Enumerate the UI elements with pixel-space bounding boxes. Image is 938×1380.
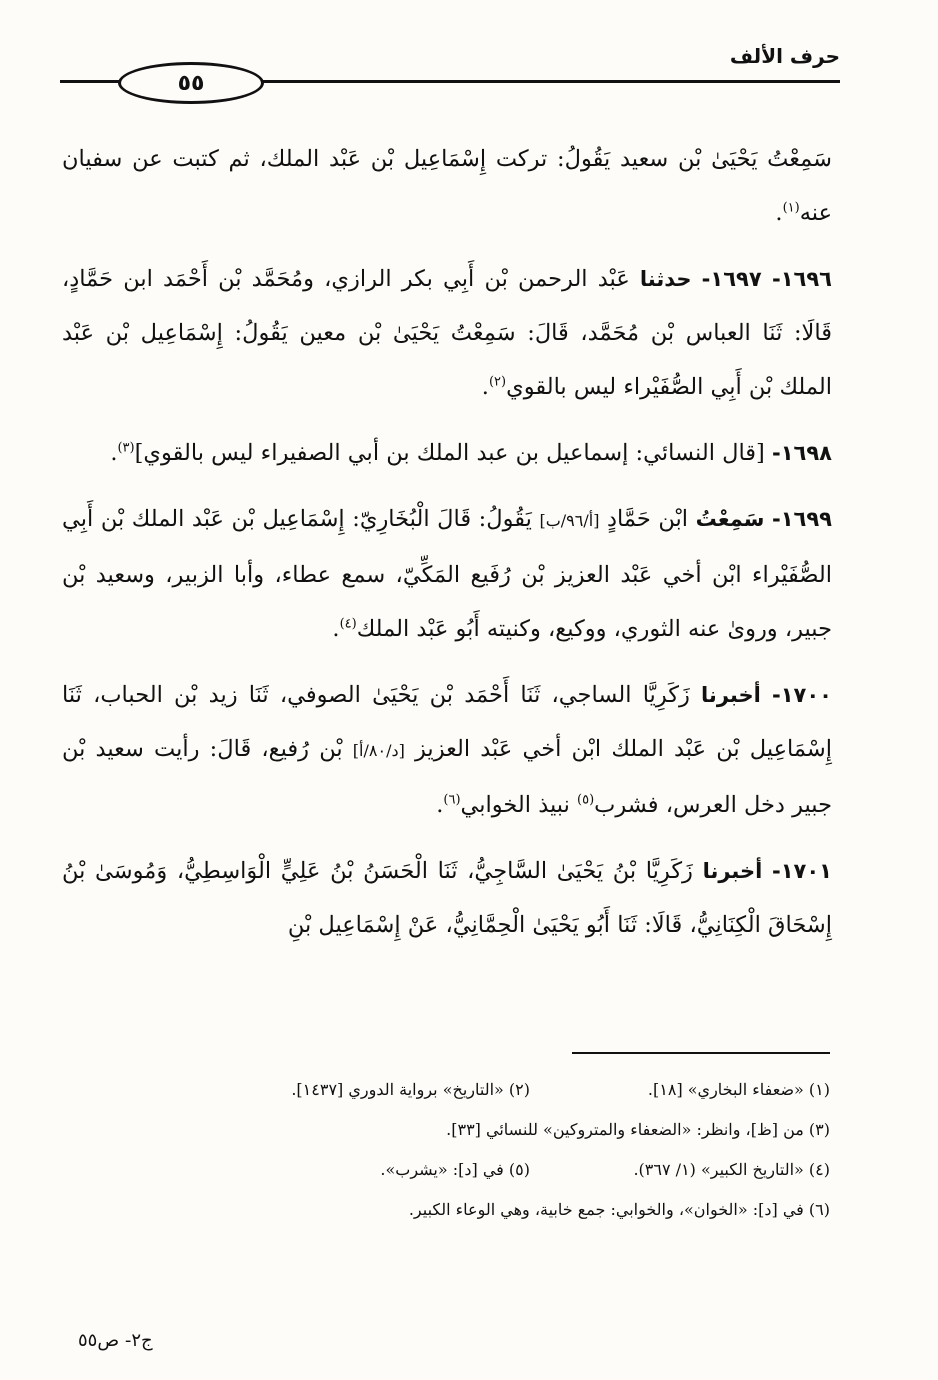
paragraph-1696	[62, 252, 832, 414]
footnote-2: (٢) «التاريخ» برواية الدوري [١٤٣٧].	[291, 1080, 530, 1099]
footnote-row	[110, 1190, 830, 1230]
paragraph-end: .	[775, 200, 783, 226]
keyword: أخبرنا	[701, 683, 761, 707]
paragraph-text: نبيذ الخوابي	[460, 792, 570, 818]
footnotes	[110, 1070, 830, 1230]
paragraph-1699	[62, 492, 832, 656]
footnote-5: (٥) في [د]: «يشرب».	[380, 1160, 530, 1179]
footnote-row	[110, 1070, 830, 1110]
footnote-marker: (٦)	[443, 792, 461, 808]
paragraph-1700	[62, 668, 832, 832]
paragraph-end: .	[436, 792, 444, 818]
paragraph-text: [قال النسائي: إسماعيل بن عبد الملك بن أبي الصفيراء ليس بالقوي]	[134, 440, 765, 466]
footnote-6: (٦) في [د]: «الخوان»، والخوابي: جمع خابية، وهي الوعاء الكبير.	[408, 1200, 830, 1219]
paragraph-1698	[62, 426, 832, 480]
paragraph-text: يَقُولُ: قَالَ الْبُخَارِيّ: إِسْمَاعِيل بْن عَبْد الملك بْن أَبِي الصُّفَيْراء ابْن أخي عَبْد العزيز بْن رُفَيع المَكِّيّ، سمع عطاء، وأبا الزبير، وسعيد بْن جبير، وروىٰ عنه الثوري، ووكيع، وكنيته أَبُو عَبْد الملك	[62, 506, 833, 642]
paragraph-text: زَكَرِيَّا الساجي، ثَنَا أَحْمَد بْن يَحْيَىٰ الصوفي، ثَنَا زيد بْن الحباب، ثَنَا إِسْمَاعِيل بْن عَبْد الملك ابْن أخي عَبْد العزيز	[62, 682, 833, 762]
paragraph-end: .	[481, 374, 489, 400]
footnote-marker: (٢)	[488, 374, 507, 390]
entry-number: ١٦٩٩-	[772, 507, 833, 531]
page-number: ٥٥	[177, 70, 205, 96]
manuscript-ref: [أ/٩٦/ب]	[539, 511, 600, 530]
footnote-marker: (٤)	[339, 616, 357, 632]
entry-number: ١٧٠١-	[771, 859, 832, 883]
footnote-3: (٣) من [ظ]، وانظر: «الضعفاء والمتروكين» للنسائي [٣٣].	[446, 1120, 830, 1139]
footnote-marker: (٥)	[577, 792, 595, 808]
footnote-row	[110, 1110, 830, 1150]
running-title: حرف الألف	[729, 44, 840, 68]
paragraph-text: بْن رُفيع، قَالَ: رأيت سعيد بْن جبير دخل العرس، فشرب	[62, 736, 832, 818]
keyword: سَمِعْتُ	[695, 507, 765, 531]
paragraph-end: .	[332, 616, 340, 642]
manuscript-ref: [د/٨٠/أ]	[352, 741, 405, 760]
keyword: حدثنا	[639, 267, 692, 291]
paragraph-text: سَمِعْتُ يَحْيَىٰ بْن سعيد يَقُولُ: تركت إِسْمَاعِيل بْن عَبْد الملك، ثم كتبت عن سفيان عنه	[62, 146, 832, 226]
paragraph-continuation	[62, 132, 832, 240]
paragraph-text: عَبْد الرحمن بْن أَبِي بكر الرازي، ومُحَمَّد بْن أَحْمَد ابن حَمَّادٍ، قَالَا: ثَنَا العباس بْن مُحَمَّد، قَالَ: سَمِعْتُ يَحْيَىٰ بْن معين يَقُولُ: إِسْمَاعِيل بْن عَبْد الملك بْن أَبِي الصُّفَيْراء ليس بالقوي	[62, 266, 832, 400]
footnote-4: (٤) «التاريخ الكبير» (١/ ٣٦٧).	[633, 1160, 830, 1179]
paragraph-end: .	[110, 440, 118, 466]
entry-number: ١٦٩٦- ١٦٩٧-	[701, 267, 832, 291]
body-text	[62, 132, 832, 964]
volume-page-note: ج٢- ص٥٥	[78, 1330, 153, 1351]
keyword: أخبرنا	[702, 859, 763, 883]
paragraph-1701	[62, 844, 832, 952]
paragraph-text: زَكَرِيَّا بْنُ يَحْيَىٰ السَّاجِيُّ، ثَنَا الْحَسَنُ بْنُ عَلِيٍّ الْوَاسِطِيُّ، وَمُوسَىٰ بْنُ إِسْحَاقَ الْكِنَانِيُّ، قَالَا: ثَنَا أَبُو يَحْيَىٰ الْحِمَّانِيُّ، عَنْ إِسْمَاعِيل بْنِ	[62, 858, 832, 938]
footnote-rule	[572, 1052, 830, 1054]
footnote-1: (١) «ضعفاء البخاري» [١٨].	[647, 1080, 830, 1099]
footnote-marker: (١)	[782, 200, 800, 216]
page-number-oval	[118, 62, 264, 104]
entry-number: ١٦٩٨-	[772, 441, 832, 465]
paragraph-text: ابْن حَمَّادٍ	[607, 506, 689, 532]
page-header	[60, 44, 840, 94]
footnote-row	[110, 1150, 830, 1190]
footnote-marker: (٣)	[117, 440, 135, 456]
entry-number: ١٧٠٠-	[772, 683, 833, 707]
